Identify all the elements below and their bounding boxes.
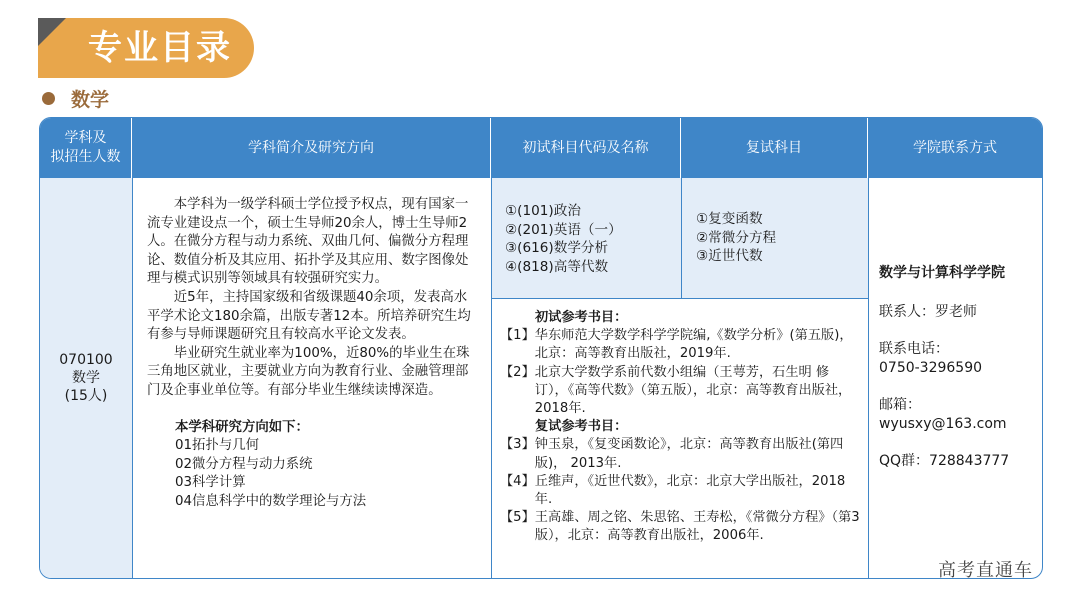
direction-item: 01拓扑与几何 — [175, 438, 259, 454]
reference-number: 【3】 — [500, 437, 535, 453]
header-contact: 学院联系方式 — [868, 118, 1042, 178]
catalog-table — [39, 117, 1043, 579]
references-cell — [492, 299, 868, 578]
reference-item — [500, 327, 860, 363]
direction-item: 03科学计算 — [175, 475, 246, 491]
section-banner — [38, 18, 254, 78]
major-quota: (15人) — [64, 388, 108, 404]
reference-item — [500, 473, 860, 509]
directions-title: 本学科研究方向如下： — [175, 419, 309, 435]
retest-subject-item: ②常微分方程 — [696, 229, 777, 246]
major-name: 数学 — [71, 370, 100, 386]
reference-item — [500, 364, 860, 419]
watermark: 高考直通车 — [938, 560, 1033, 581]
intro-paragraph: 近5年，主持国家级和省级课题40余项，发表高水平学术论文180余篇，出版专著12本。所培养研究生均有参与导师课题研究且有较高水平论文发表。 — [147, 289, 471, 343]
exam-subjects — [505, 202, 681, 276]
contact-email-label: 邮箱： — [879, 397, 921, 413]
contact-department: 数学与计算科学学院 — [879, 265, 1005, 281]
intro-cell — [133, 184, 491, 578]
reference-text: 王高雄、周之铭、朱思铭、王寿松，《常微分方程》（第3版），北京：高等教育出版社，2006年. — [534, 510, 860, 544]
reference-number: 【5】 — [500, 510, 535, 526]
exam-subject-item: ②(201)英语（一） — [505, 221, 622, 238]
banner-title: 专业目录 — [88, 28, 232, 68]
banner-fold-decoration — [38, 18, 66, 46]
header-quota: 学科及 拟招生人数 — [40, 118, 132, 178]
header-retest: 复试科目 — [681, 118, 868, 178]
reference-item — [500, 436, 860, 472]
reference-text: 北京大学数学系前代数小组编（王萼芳，石生明 修订），《高等代数》（第五版），北京：高等教育出版社，2018年. — [534, 364, 852, 417]
retest-subject-item: ①复变函数 — [696, 211, 763, 227]
reference-text: 钟玉泉，《复变函数论》，北京：高等教育出版社(第四版)， 2013年. — [534, 437, 844, 471]
reference-number: 【2】 — [500, 364, 535, 380]
exam-subject-item: ④(818)高等代数 — [505, 258, 609, 275]
reference-item — [500, 509, 860, 545]
direction-item: 04信息科学中的数学理论与方法 — [175, 493, 367, 509]
reference-text: 丘维声，《近世代数》，北京：北京大学出版社，2018年. — [534, 473, 846, 508]
retest-subject-item: ③近世代数 — [696, 248, 763, 264]
reference-text: 华东师范大学数学科学学院编,《数学分析》(第五版)，北京：高等教育出版社，2019年. — [534, 328, 853, 362]
exam-subject-item: ③(616)数学分析 — [505, 240, 609, 256]
retest-refs-title: 复试参考书目： — [535, 419, 628, 435]
initial-refs-title: 初试参考书目： — [535, 310, 628, 325]
contact-phone-label: 联系电话： — [879, 341, 949, 357]
reference-number: 【4】 — [500, 473, 535, 489]
retest-subjects — [696, 210, 868, 266]
bullet-dot-icon — [42, 92, 55, 105]
contact-cell — [869, 264, 1042, 471]
subject-heading — [42, 86, 109, 110]
contact-qq: QQ群：728843777 — [879, 453, 1010, 469]
header-intro: 学科简介及研究方向 — [132, 118, 491, 178]
intro-paragraph: 毕业研究生就业率为100%，近80%的毕业生在珠三角地区就业，主要就业方向为教育行业、金融管理部门及企事业单位等。有部分毕业生继续读博深造。 — [147, 345, 470, 398]
grid-line — [681, 178, 682, 298]
intro-paragraph: 本学科为一级学科硕士学位授予权点，现有国家一流专业建设点一个，硕士生导师20余人，博士生导师2人。在微分方程与动力系统、双曲几何、偏微分方程理论、数值分析及其应用、拓扑学及其应用、数字图像处理与模式识别等领域具有较强研究实力。 — [147, 197, 469, 287]
major-info — [40, 178, 132, 578]
exam-subject-item: ①(101)政治 — [505, 203, 581, 219]
contact-email: wyusxy@163.com — [879, 415, 1007, 432]
major-code: 070100 — [59, 352, 113, 368]
contact-phone: 0750-3296590 — [879, 359, 983, 376]
reference-number: 【1】 — [500, 328, 535, 344]
header-exam: 初试科目代码及名称 — [491, 118, 681, 178]
subject-name: 数学 — [71, 88, 110, 111]
direction-item: 02微分方程与动力系统 — [175, 456, 313, 472]
contact-person: 联系人：罗老师 — [879, 303, 977, 320]
